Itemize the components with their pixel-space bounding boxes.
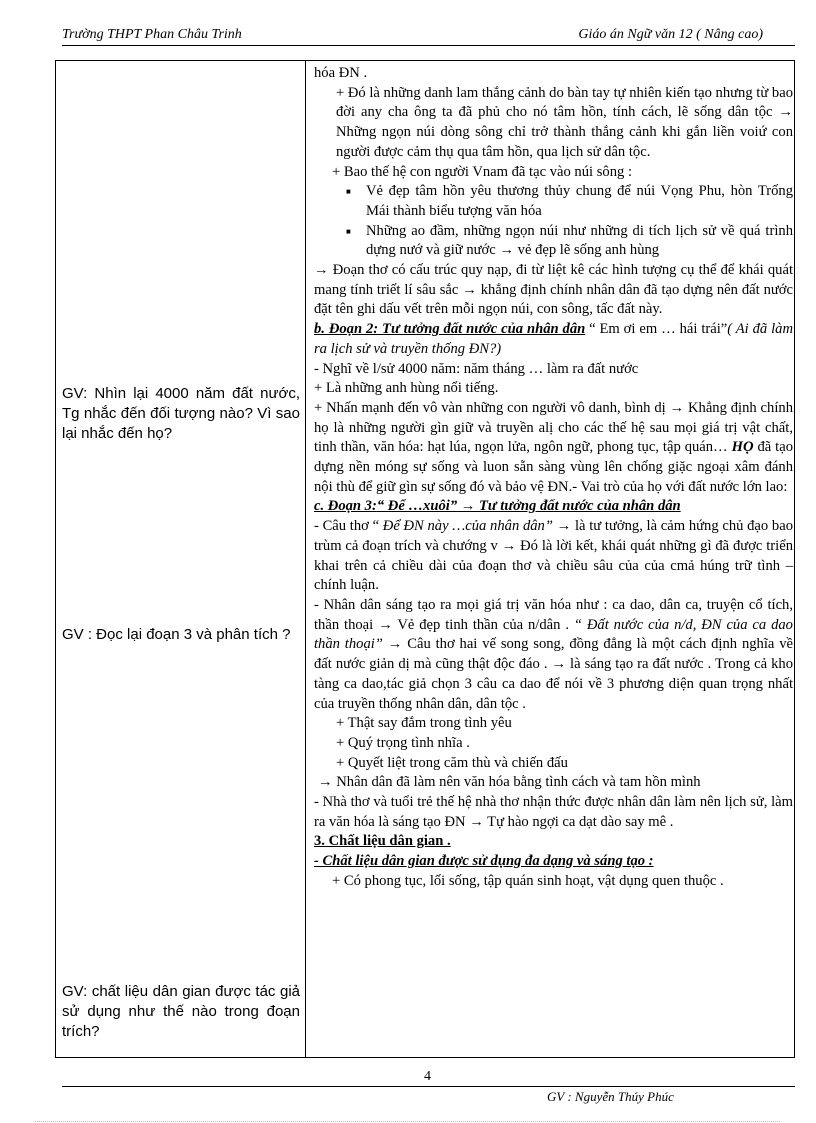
content-paragraph [314, 517, 793, 596]
quote-text: Để ĐN này …của nhân dân” [382, 518, 553, 535]
section-b-quote: “ Em ơi em … hái trái” [585, 321, 728, 338]
page-header [62, 27, 795, 46]
content-line: + Là những anh hùng nổi tiếng. [314, 380, 499, 397]
content-text: → là tư tưởng, là cảm hứng chủ đạo bao trùm cả đoạn trích và chướng v → Đó là lời kết, khái quát những gì đã được triển khai trên cả chiều dài của đoạn thơ và chiều sâu của của cmả húng trữ tình – chính luận. [314, 518, 793, 594]
content-text: → Câu thơ hai vế song song, đồng đẳng là một cách định nghĩa về đất nước giản dị mà cũng thật độc đáo . → là sáng tạo ra đất nước . Trong cả kho tàng ca dao,tác giả chọn 3 câu ca dao để nói về 3 phương diện quan trọng nhất của truyền thống nhân dân, dân tộc . [314, 636, 793, 712]
content-paragraph [314, 399, 793, 498]
emphasis-text: HỌ [731, 439, 754, 456]
page-edge [35, 1121, 780, 1122]
section-b-heading: b. Đoạn 2: Tư tưởng đất nước của nhân dân [314, 321, 586, 338]
content-paragraph: + Có phong tục, lối sống, tập quán sinh hoạt, vật dụng quen thuộc . [332, 872, 724, 889]
section-c-title: → Tư tưởng đất nước của nhân dân [457, 498, 681, 515]
content-paragraph: + Đó là những danh lam thắng cảnh do bàn tay tự nhiên kiến tạo nhưng từ bao đời any cha ông ta đã phủ cho nó tâm hồn, tính cách, lẽ sống dân tộc → Những ngọn núi dòng sông chỉ trở thành thắng cảnh khi gắn liền voiứ con người được cảm thụ qua tâm hồn, qua lịch sử dân tộc. [336, 84, 793, 160]
content-line: + Quyết liệt trong căm thù và chiến đấu [336, 754, 568, 771]
section-c-quote: “ Để …xuôi” [376, 498, 458, 515]
section-b [314, 320, 793, 359]
lesson-content [314, 64, 793, 892]
page-number: 4 [424, 1069, 431, 1084]
teacher-name: GV : Nguyễn Thúy Phúc [547, 1089, 674, 1104]
content-line: + Quý trọng tình nhĩa . [336, 734, 470, 751]
section-b-question: ( Ai đã làm ra lịch sử và truyền thống ĐN?) [314, 321, 794, 357]
content-line: + Thật say đắm trong tình yêu [336, 715, 512, 732]
lesson-table [55, 60, 795, 1058]
section-3-subheading: - Chất liệu dân gian được sử dụng đa dạng và sáng tạo : [314, 853, 654, 870]
teacher-question-1: GV: Nhìn lại 4000 năm đất nước, Tg nhắc đến đối tượng nào? Vì sao lại nhắc đến họ? [62, 385, 300, 442]
content-paragraph: → Đoạn thơ có cấu trúc quy nạp, đi từ liệt kê các hình tượng cụ thể để khái quát mang tính triết lí sâu sắc → khẳng định chính nhân dân đã tạo dựng nên đất nước đặt tên ghi dấu vết trên mỗi ngọn núi, con sông, tấc đất này. [314, 262, 793, 318]
column-divider [305, 61, 306, 1057]
school-name: Trường THPT Phan Châu Trinh [62, 27, 242, 42]
teacher-question-2: GV : Đọc lại đoạn 3 và phân tích ? [62, 626, 291, 643]
bullet-item: ■ Vẻ đẹp tâm hồn yêu thương thủy chung để núi Vọng Phu, hòn Trống Mái thành biểu tượng văn hóa [314, 182, 793, 221]
bullet-item: ■ Những ao đầm, những ngọn núi như những di tích lịch sử về quá trình dựng nướ và giữ nước → vẻ đẹp lẽ sống anh hùng [314, 222, 793, 261]
content-line: + Bao thế hệ con người Vnam đã tạc vào núi sông : [332, 163, 632, 180]
quote-text: “ Đất nước của n/d, ĐN của ca dao thần thoại” [314, 616, 793, 653]
content-paragraph: - Nhà thơ và tuổi trẻ thế hệ nhà thơ nhận thức được nhân dân làm nên lịch sử, làm ra văn hóa là sáng tạo ĐN → Tự hào ngợi ca dạt dào say mê . [314, 794, 793, 830]
teacher-question-3: GV: chất liệu dân gian được tác giả sử dụng như thế nào trong đoạn trích? [62, 983, 300, 1040]
subject-title: Giáo án Ngữ văn 12 ( Nâng cao) [578, 27, 763, 42]
section-c-heading [314, 497, 793, 517]
section-3-heading: 3. Chất liệu dân gian . [314, 833, 451, 850]
content-paragraph [314, 596, 793, 714]
content-text: + Nhấn mạnh đến vô vàn những con người vô danh, bình dị → Khẳng định chính họ là những người gìn giữ và truyền alị cho các thế hệ sau mọi giá trị vật chất, tinh thần, văn hóa: hạt lúa, ngọn lửa, ngôn ngữ, phong tục, tập quán… [314, 399, 793, 456]
section-c-label: c. Đoạn 3: [314, 498, 377, 515]
content-text: đã tạo dựng nền móng sự sống và luon sẵn sàng vùng lên chống giặc ngoại xâm đánh nội thù để giữ gìn sự sống đó và bảo vệ ĐN.- Vai trò của họ với đất nước lớn lao: [314, 439, 793, 495]
content-line: → Nhân dân đã làm nên văn hóa bằng tình cách và tam hồn mình [318, 774, 701, 791]
content-line: hóa ĐN . [314, 65, 368, 81]
footer-divider [62, 1086, 795, 1087]
content-line: - Nghĩ về l/sử 4000 năm: năm tháng … làm ra đất nước [314, 360, 639, 377]
content-text: - Nhân dân sáng tạo ra mọi giá trị văn hóa như : ca dao, dân ca, truyện cổ tích, thần thoại → Vẻ đẹp tinh thần của n/dân . [314, 596, 793, 633]
content-text: - Câu thơ “ [314, 518, 383, 535]
